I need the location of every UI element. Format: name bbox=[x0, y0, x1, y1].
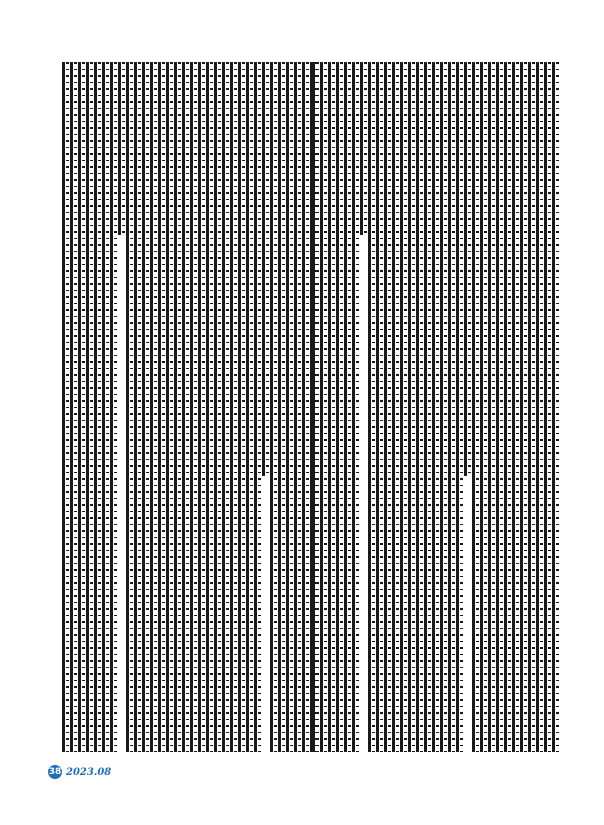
script-line bbox=[270, 62, 273, 752]
script-line bbox=[166, 62, 169, 752]
script-line bbox=[110, 62, 113, 752]
script-line bbox=[400, 62, 403, 752]
script-line bbox=[294, 62, 297, 752]
script-line bbox=[94, 62, 97, 752]
script-line bbox=[158, 62, 161, 752]
script-line bbox=[70, 62, 73, 752]
script-line bbox=[416, 62, 419, 752]
script-line bbox=[312, 62, 315, 752]
script-line bbox=[448, 62, 451, 752]
script-line bbox=[286, 62, 289, 752]
script-line bbox=[368, 62, 371, 752]
script-line bbox=[440, 62, 443, 752]
script-line bbox=[262, 62, 265, 476]
script-line bbox=[432, 62, 435, 752]
script-line bbox=[384, 62, 387, 752]
script-line bbox=[198, 62, 201, 752]
script-line bbox=[496, 62, 499, 752]
script-line bbox=[528, 62, 531, 752]
script-line bbox=[336, 62, 339, 752]
script-line bbox=[254, 62, 257, 752]
script-line bbox=[222, 62, 225, 752]
issue-date: 2023.08 bbox=[66, 766, 112, 778]
script-line bbox=[278, 62, 281, 752]
script-line bbox=[126, 62, 129, 752]
text-column-right bbox=[312, 62, 546, 752]
script-line bbox=[320, 62, 323, 752]
script-line bbox=[360, 62, 363, 235]
script-line bbox=[230, 62, 233, 752]
script-line bbox=[512, 62, 515, 752]
script-line bbox=[352, 62, 355, 752]
page-number: 38 bbox=[48, 767, 62, 777]
script-line bbox=[238, 62, 241, 752]
script-line bbox=[174, 62, 177, 752]
script-line bbox=[544, 62, 547, 752]
script-line bbox=[302, 62, 305, 752]
script-line bbox=[150, 62, 153, 752]
script-line bbox=[182, 62, 185, 752]
script-line bbox=[424, 62, 427, 752]
script-line bbox=[134, 62, 137, 752]
page-footer bbox=[48, 765, 111, 779]
script-line bbox=[78, 62, 81, 752]
script-line bbox=[102, 62, 105, 752]
script-line bbox=[86, 62, 89, 752]
script-line bbox=[536, 62, 539, 752]
script-line bbox=[142, 62, 145, 752]
script-line bbox=[464, 62, 467, 476]
script-line bbox=[392, 62, 395, 752]
script-line bbox=[344, 62, 347, 752]
script-line bbox=[552, 62, 555, 752]
script-line bbox=[214, 62, 217, 752]
script-line bbox=[118, 62, 121, 235]
script-line bbox=[472, 62, 475, 752]
script-line bbox=[206, 62, 209, 752]
script-line bbox=[488, 62, 491, 752]
text-column-left bbox=[62, 62, 296, 752]
script-line bbox=[408, 62, 411, 752]
script-line bbox=[62, 62, 65, 752]
script-line bbox=[190, 62, 193, 752]
script-line bbox=[504, 62, 507, 752]
script-line bbox=[328, 62, 331, 752]
script-line bbox=[480, 62, 483, 752]
script-line bbox=[520, 62, 523, 752]
script-line bbox=[456, 62, 459, 752]
script-line bbox=[246, 62, 249, 752]
script-line bbox=[376, 62, 379, 752]
